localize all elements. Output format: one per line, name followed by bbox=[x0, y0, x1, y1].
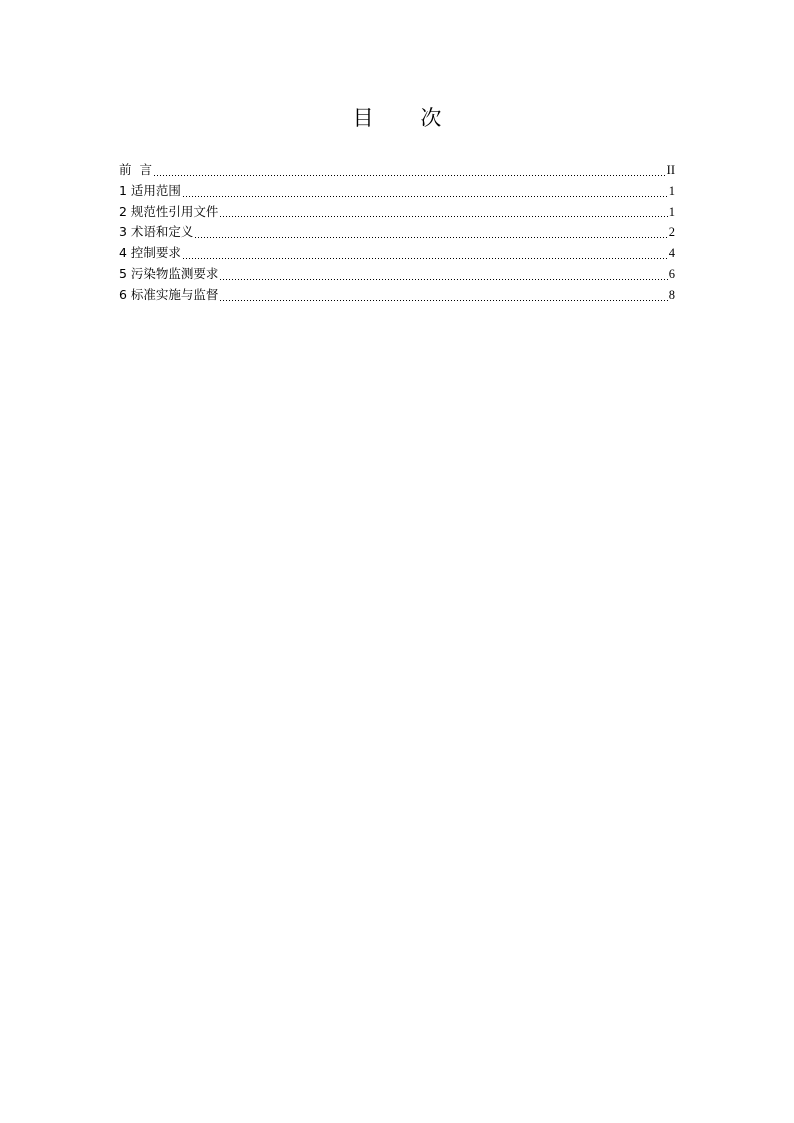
toc-dot-leader bbox=[219, 216, 667, 217]
toc-dot-leader bbox=[219, 300, 667, 301]
toc-dot-leader bbox=[219, 279, 667, 280]
toc-entry-page: II bbox=[666, 163, 675, 177]
table-of-contents bbox=[119, 160, 675, 306]
page-title: 目 次 bbox=[352, 106, 462, 130]
toc-entry-page: 1 bbox=[668, 183, 675, 198]
toc-dot-leader bbox=[182, 258, 668, 259]
toc-dot-leader bbox=[182, 196, 668, 197]
toc-entry-label: 5 污染物监测要求 bbox=[119, 265, 219, 281]
toc-dot-leader bbox=[153, 175, 666, 176]
toc-entry-page: 6 bbox=[668, 266, 675, 281]
toc-entry-implementation-supervision[interactable] bbox=[119, 285, 675, 306]
toc-entry-label: 4 控制要求 bbox=[119, 245, 181, 261]
toc-entry-page: 4 bbox=[668, 246, 675, 261]
toc-dot-leader bbox=[194, 237, 667, 238]
toc-entry-label: 前 言 bbox=[119, 162, 152, 177]
toc-entry-label: 3 术语和定义 bbox=[119, 224, 194, 240]
toc-entry-scope[interactable] bbox=[119, 181, 675, 202]
toc-entry-monitoring-requirements[interactable] bbox=[119, 264, 675, 285]
toc-entry-control-requirements[interactable] bbox=[119, 243, 675, 264]
toc-entry-label: 1 适用范围 bbox=[119, 182, 181, 198]
toc-entry-label: 6 标准实施与监督 bbox=[119, 286, 219, 302]
toc-entry-page: 2 bbox=[668, 225, 675, 240]
toc-entry-label: 2 规范性引用文件 bbox=[119, 203, 219, 219]
toc-entry-page: 1 bbox=[668, 204, 675, 219]
toc-entry-preface[interactable] bbox=[119, 160, 675, 181]
toc-entry-page: 8 bbox=[668, 287, 675, 302]
toc-entry-terms-definitions[interactable] bbox=[119, 222, 675, 243]
toc-entry-normative-references[interactable] bbox=[119, 202, 675, 223]
